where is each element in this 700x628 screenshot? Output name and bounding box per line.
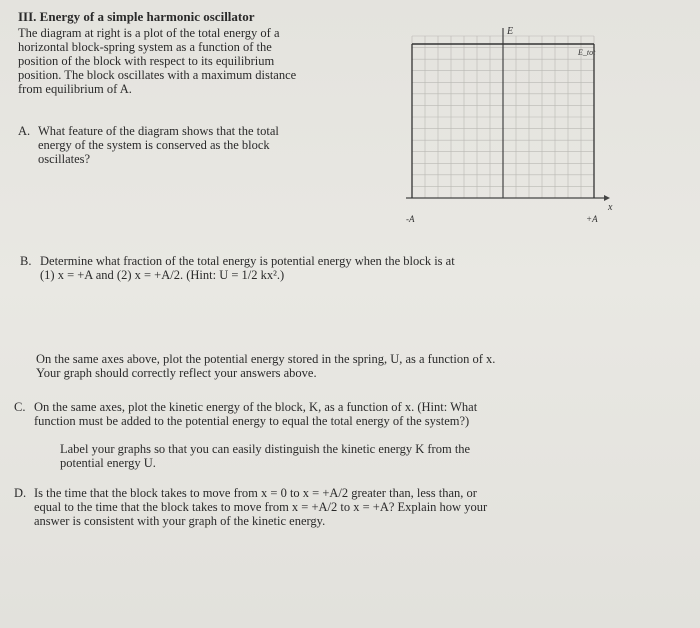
question-a	[18, 124, 378, 166]
question-line: answer is consistent with your graph of the kinetic energy.	[34, 514, 326, 528]
question-line: energy of the system is conserved as the block	[38, 138, 270, 152]
x-axis-arrow	[604, 195, 610, 201]
total-energy-label: E_tot	[578, 48, 596, 57]
x-tick-label-neg-a: -A	[406, 214, 415, 224]
question-line: Determine what fraction of the total energy is potential energy when the block is at	[40, 254, 455, 268]
question-label: A.	[18, 124, 31, 138]
y-axis-label: E	[507, 26, 514, 37]
question-label: C.	[14, 400, 26, 414]
energy-chart	[398, 20, 618, 232]
question-d	[14, 486, 634, 528]
followup-line: On the same axes above, plot the potential energy stored in the spring, U, as a function of x.	[36, 352, 496, 366]
intro-line: position. The block oscillates with a maximum distance	[18, 68, 297, 82]
followup-line: Label your graphs so that you can easily distinguish the kinetic energy K from the	[60, 442, 471, 456]
question-b-followup	[36, 352, 636, 380]
intro-line: position of the block with respect to its equilibrium	[18, 54, 275, 68]
intro-line: from equilibrium of A.	[18, 82, 132, 96]
question-line: Is the time that the block takes to move from x = 0 to x = +A/2 greater than, less than, or	[34, 486, 477, 500]
intro-line: horizontal block-spring system as a function of the	[18, 40, 272, 54]
intro-paragraph	[18, 26, 378, 96]
question-line: equal to the time that the block takes to move from x = +A/2 to x = +A? Explain how your	[34, 500, 488, 514]
question-line: On the same axes, plot the kinetic energy of the block, K, as a function of x. (Hint: What	[34, 400, 478, 414]
question-c	[14, 400, 634, 428]
question-c-followup	[60, 442, 600, 470]
question-line: function must be added to the potential energy to equal the total energy of the system?)	[34, 414, 470, 428]
x-tick-label-pos-a: +A	[586, 214, 598, 224]
question-line: (1) x = +A and (2) x = +A/2. (Hint: U = 1/2 kx².)	[40, 268, 285, 282]
question-label: D.	[14, 486, 27, 500]
intro-line: The diagram at right is a plot of the total energy of a	[18, 26, 280, 40]
followup-line: potential energy U.	[60, 456, 156, 470]
question-b	[20, 254, 580, 282]
question-label: B.	[20, 254, 32, 268]
section-title: III. Energy of a simple harmonic oscillator	[18, 9, 255, 24]
followup-line: Your graph should correctly reflect your answers above.	[36, 366, 317, 380]
question-line: oscillates?	[38, 152, 91, 166]
x-axis-label: x	[608, 202, 613, 213]
question-line: What feature of the diagram shows that the total	[38, 124, 279, 138]
